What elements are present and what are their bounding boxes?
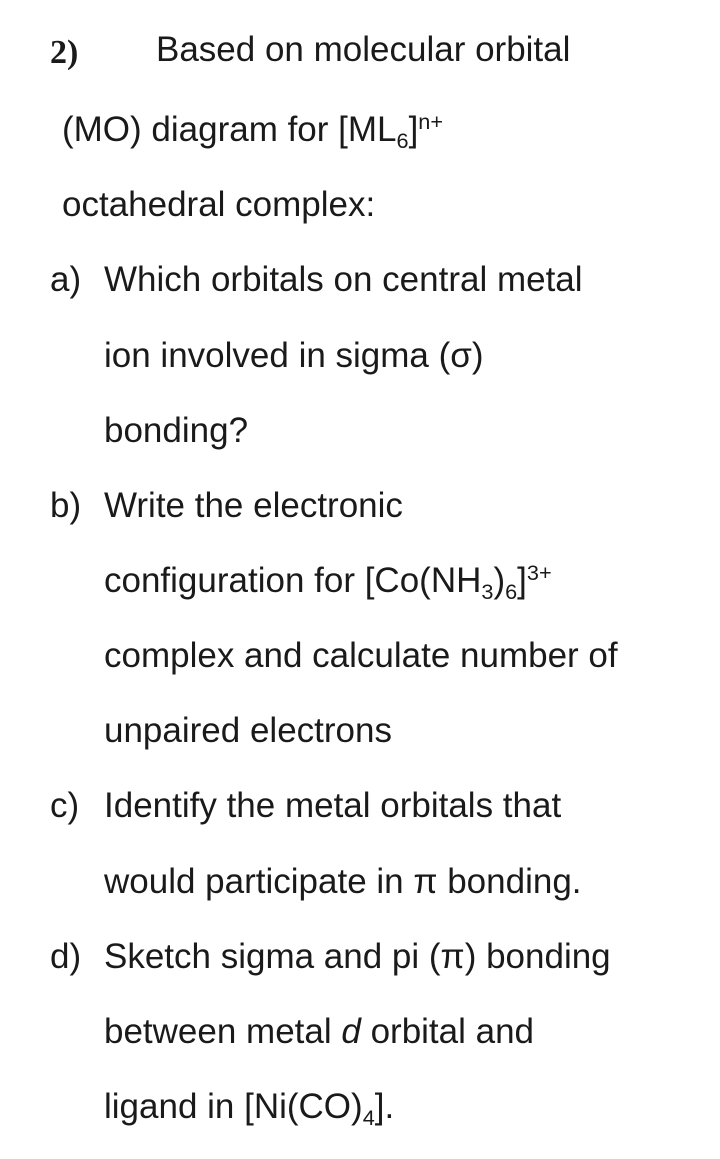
part-b-text-2-mid: ) (493, 561, 506, 600)
part-a-line-3 (104, 413, 248, 448)
part-b-text-1: Write the electronic (104, 486, 403, 525)
part-d-line-3 (104, 1087, 395, 1130)
part-b-line-3 (104, 638, 618, 673)
part-a-label: a) (50, 260, 82, 299)
intro-line-2 (62, 109, 444, 153)
part-c-line-1 (104, 788, 561, 823)
intro-text-2-post: ] (408, 110, 419, 149)
intro-line-3 (62, 187, 375, 222)
question-number: 2) (50, 34, 79, 71)
part-d-subscript: 4 (362, 1104, 375, 1130)
part-d-label-line (50, 939, 81, 974)
intro-superscript: n+ (418, 109, 444, 135)
part-a-text-1: Which orbitals on central metal (104, 260, 583, 299)
part-a-line-2 (104, 338, 484, 373)
intro-text-2-pre: (MO) diagram for [ML (62, 110, 397, 149)
part-b-line-4 (104, 713, 392, 748)
intro-line-1 (156, 32, 570, 67)
part-b-text-2-post: ] (517, 561, 527, 600)
part-c-line-2 (104, 864, 582, 899)
part-b-line-2 (104, 560, 552, 604)
part-b-label-line (50, 488, 81, 523)
part-d-line-1 (104, 939, 611, 974)
part-c-text-1: Identify the metal orbitals that (104, 786, 562, 825)
part-b-label: b) (50, 486, 82, 525)
part-b-text-2-pre: configuration for [Co(NH (104, 561, 482, 600)
part-c-label-line (50, 788, 79, 823)
intro-text-3: octahedral complex: (62, 185, 376, 224)
question-header (50, 34, 78, 70)
part-d-text-1: Sketch sigma and pi (π) bonding (104, 937, 611, 976)
part-d-text-2-italic: d (341, 1012, 361, 1051)
part-c-text-2: would participate in π bonding. (104, 862, 582, 901)
part-a-line-1 (104, 262, 583, 297)
part-d-text-2-post: orbital and (360, 1012, 535, 1051)
part-b-subscript-1: 3 (481, 578, 494, 604)
part-d-line-2 (104, 1014, 534, 1049)
part-c-label: c) (50, 786, 80, 825)
intro-subscript: 6 (396, 127, 409, 153)
part-b-superscript: 3+ (526, 560, 552, 586)
part-b-line-1 (104, 488, 403, 523)
part-d-text-3-pre: ligand in [Ni(CO) (104, 1087, 363, 1126)
part-d-label: d) (50, 937, 82, 976)
part-a-label-line (50, 262, 81, 297)
part-d-text-2-pre: between metal (104, 1012, 342, 1051)
part-d-text-3-post: ]. (374, 1087, 395, 1126)
intro-text-1: Based on molecular orbital (156, 30, 571, 69)
part-a-text-3: bonding? (104, 411, 249, 450)
part-a-text-2: ion involved in sigma (σ) (104, 336, 484, 375)
part-b-subscript-2: 6 (505, 578, 518, 604)
part-b-text-3: complex and calculate number of (104, 636, 618, 675)
part-b-text-4: unpaired electrons (104, 711, 392, 750)
